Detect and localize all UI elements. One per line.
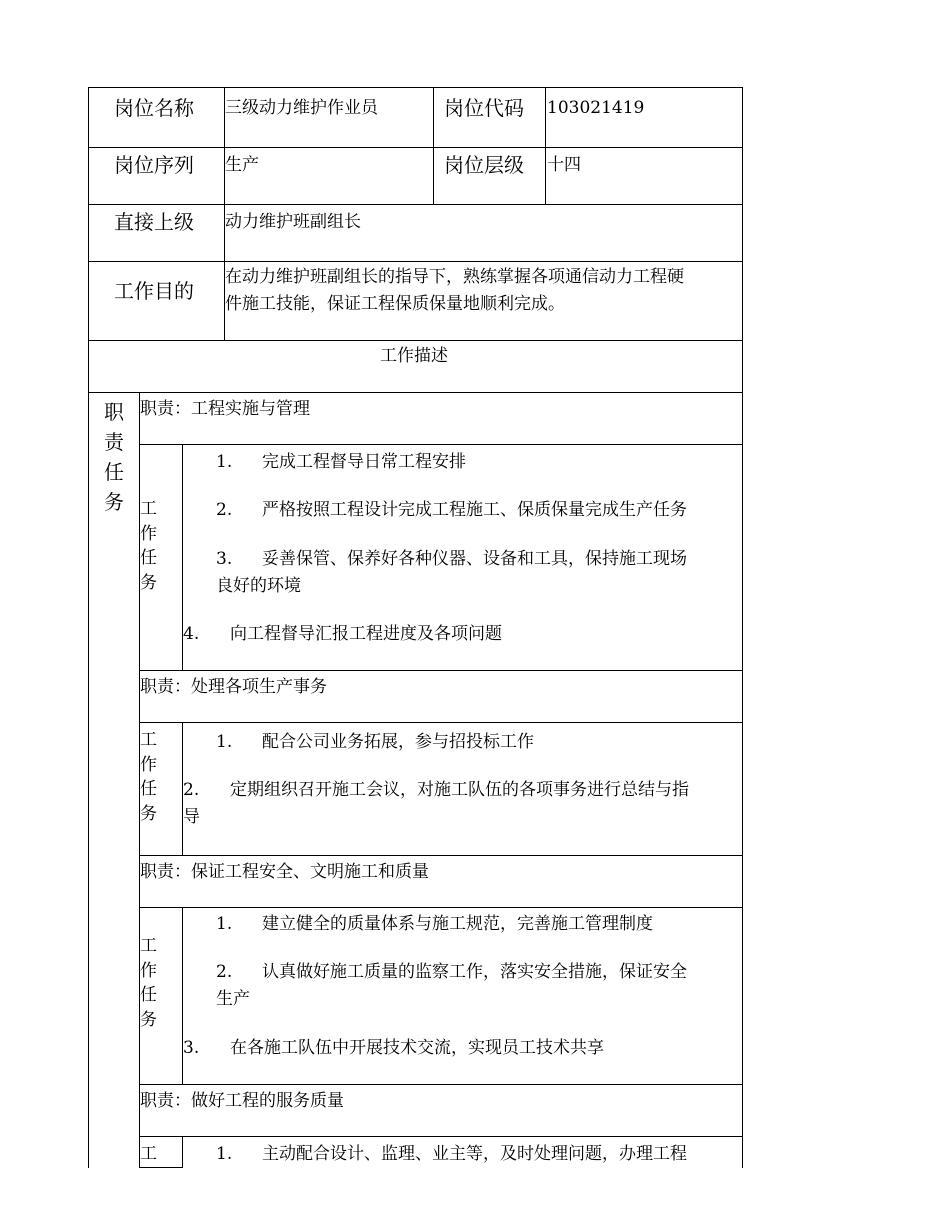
task-number: 4. xyxy=(183,624,200,644)
task-label-char: 作 xyxy=(140,523,157,544)
task-number: 3. xyxy=(183,1038,200,1058)
task-label-char: 工 xyxy=(140,936,157,956)
task-vertical-label xyxy=(140,728,160,826)
duties-label-char: 任 xyxy=(104,460,124,484)
duty-title: 职责：工程实施与管理 xyxy=(140,399,310,419)
duties-vertical-label xyxy=(104,397,128,517)
task-label-char: 任 xyxy=(140,548,157,568)
supervisor-value: 动力维护班副组长 xyxy=(225,212,361,232)
task-text: 在各施工队伍中开展技术交流，实现员工技术共享 xyxy=(230,1038,604,1058)
task-label-char: 工 xyxy=(140,499,157,519)
duties-label-char: 责 xyxy=(104,430,124,454)
task-label-char: 作 xyxy=(140,754,157,775)
task-text: 主动配合设计、监理、业主等，及时处理问题，办理工程 xyxy=(262,1144,687,1164)
task-number: 1. xyxy=(216,1144,233,1164)
task-label-char: 务 xyxy=(140,803,157,824)
task-text: 向工程督导汇报工程进度及各项问题 xyxy=(230,624,502,644)
supervisor-label: 直接上级 xyxy=(114,210,194,234)
task-number: 1. xyxy=(216,452,233,472)
task-text: 建立健全的质量体系与施工规范，完善施工管理制度 xyxy=(262,914,653,934)
task-vertical-label xyxy=(140,934,160,1032)
sequence-label: 岗位序列 xyxy=(114,153,194,177)
task-label-char: 务 xyxy=(140,1009,157,1030)
task-number: 2. xyxy=(216,500,233,520)
task-text: 严格按照工程设计完成工程施工、保质保量完成生产任务 xyxy=(262,500,687,520)
task-text: 定期组织召开施工会议，对施工队伍的各项事务进行总结与指 xyxy=(230,780,689,800)
purpose-line-1: 在动力维护班副组长的指导下，熟练掌握各项通信动力工程硬 xyxy=(225,267,684,287)
task-text: 妥善保管、保养好各种仪器、设备和工具，保持施工现场 xyxy=(262,549,687,569)
duty-title: 职责：处理各项生产事务 xyxy=(140,677,327,697)
task-text: 认真做好施工质量的监察工作，落实安全措施，保证安全 xyxy=(262,962,687,982)
position-name-label: 岗位名称 xyxy=(114,96,194,120)
task-label-char: 任 xyxy=(140,779,157,799)
position-code-value: 103021419 xyxy=(547,98,645,118)
task-number: 2. xyxy=(183,780,200,800)
purpose-label: 工作目的 xyxy=(114,279,194,303)
level-label: 岗位层级 xyxy=(444,153,524,177)
task-label-char: 作 xyxy=(140,960,157,981)
task-number: 1. xyxy=(216,732,233,752)
task-text-continued: 良好的环境 xyxy=(216,576,301,596)
duty-title: 职责：保证工程安全、文明施工和质量 xyxy=(140,862,429,882)
duties-label-char: 务 xyxy=(104,490,124,514)
description-title: 工作描述 xyxy=(380,346,448,366)
task-number: 2. xyxy=(216,962,233,982)
task-label-char: 工 xyxy=(140,1144,157,1164)
level-value: 十四 xyxy=(547,155,581,175)
task-number: 1. xyxy=(216,914,233,934)
task-text: 完成工程督导日常工程安排 xyxy=(262,452,466,472)
task-vertical-label xyxy=(140,497,160,595)
position-name-value: 三级动力维护作业员 xyxy=(225,98,378,118)
task-text: 配合公司业务拓展，参与招投标工作 xyxy=(262,732,534,752)
position-code-label: 岗位代码 xyxy=(444,96,524,120)
purpose-line-2: 件施工技能，保证工程保质保量地顺利完成。 xyxy=(225,294,565,314)
task-label-char: 工 xyxy=(140,730,157,750)
task-text-continued: 生产 xyxy=(216,989,250,1009)
task-label-char: 任 xyxy=(140,985,157,1005)
duty-title: 职责：做好工程的服务质量 xyxy=(140,1091,344,1111)
sequence-value: 生产 xyxy=(225,155,259,175)
task-label-char: 务 xyxy=(140,572,157,593)
duties-label-char: 职 xyxy=(104,400,124,424)
task-number: 3. xyxy=(216,549,233,569)
task-text-continued: 导 xyxy=(183,807,200,827)
